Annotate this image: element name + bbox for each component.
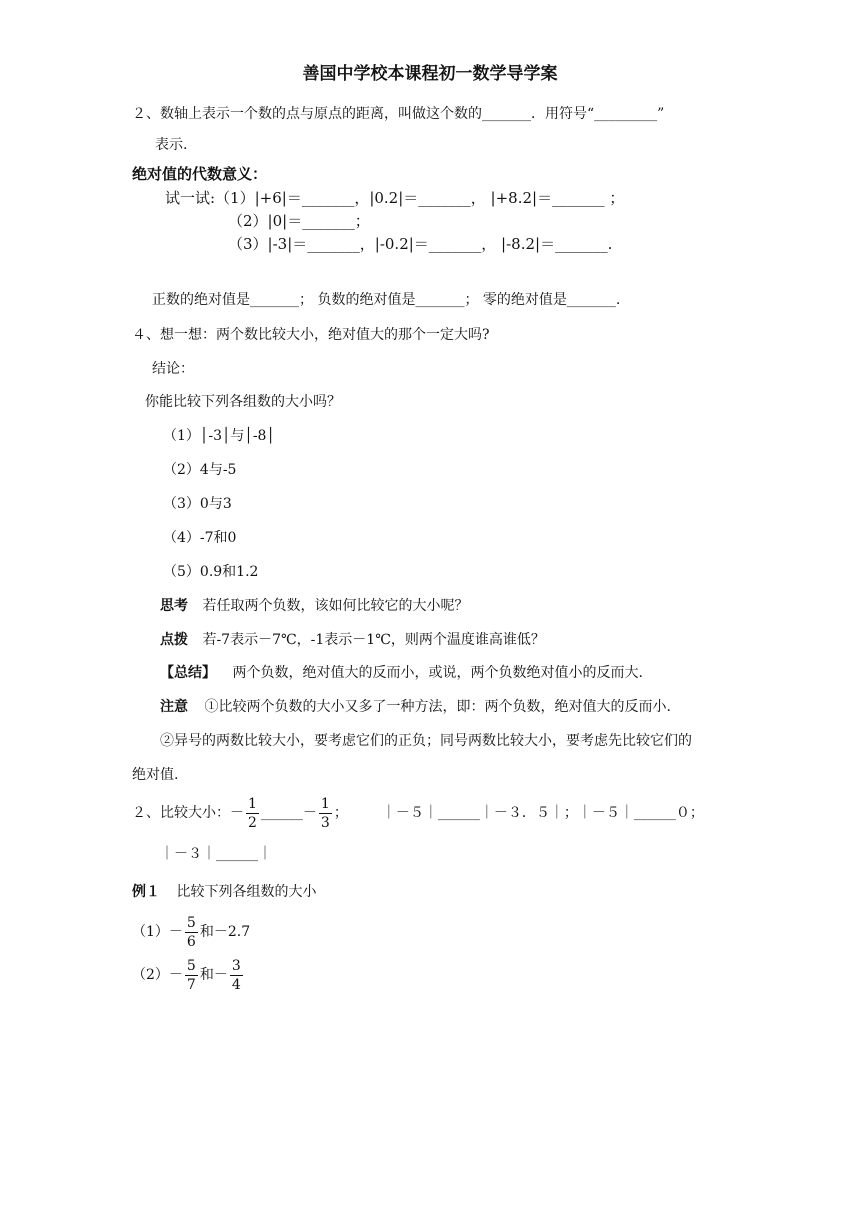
fraction-denominator: 4	[231, 976, 241, 993]
conclusion-label: 结论：	[152, 361, 194, 377]
fraction-denominator: 3	[320, 814, 330, 831]
example-item-prefix: （1）－	[132, 924, 183, 940]
example-text: 比较下列各组数的大小	[176, 884, 317, 900]
example-item-2	[132, 955, 245, 995]
dianbo-line	[160, 630, 545, 650]
list-item: （5）0.9和1.2	[163, 564, 259, 580]
list-item: （3）0与3	[163, 496, 232, 512]
list-item: （2）4与-5	[163, 462, 237, 478]
definition-line-1: ２、数轴上表示一个数的点与原点的距离，叫做这个数的_______．用符号“_________”	[132, 106, 665, 122]
example-item-1	[132, 912, 250, 952]
compare-rest: ｜－５｜______｜－３．５｜；｜－５｜______０；	[381, 805, 704, 821]
example-line	[132, 882, 316, 902]
page-title: 善国中学校本课程初一数学导学案	[302, 64, 558, 84]
fraction-denominator: 7	[186, 976, 196, 993]
note-label: 注意	[160, 699, 188, 715]
try-line-1: 试一试:（1）|+6|＝_______，|0.2|＝_______， |+8.2|＝_______ ；	[165, 189, 625, 207]
fraction-numerator: 3	[231, 957, 241, 974]
think-question: ４、想一想：两个数比较大小，绝对值大的那个一定大吗?	[132, 327, 490, 343]
fraction-one-third	[319, 795, 332, 832]
example-item-suffix: 和－2.7	[199, 924, 251, 940]
fraction-numerator: 1	[320, 795, 330, 812]
sikao-line	[160, 596, 468, 616]
summary-label: 【总结】	[160, 665, 216, 681]
compare-semicolon: ；	[333, 805, 348, 821]
algebra-heading: 绝对值的代数意义：	[132, 165, 268, 183]
abs-rule-line: 正数的绝对值是_______； 负数的绝对值是_______； 零的绝对值是_______.	[152, 292, 621, 308]
compare-question: 你能比较下列各组数的大小吗？	[145, 394, 341, 410]
compare-prefix: ２、比较大小：－	[132, 805, 244, 821]
example-item-prefix: （2）－	[132, 967, 183, 983]
fraction-numerator: 5	[186, 914, 196, 931]
fraction-numerator: 1	[248, 795, 257, 812]
sikao-label: 思考	[160, 598, 188, 614]
note2-line-2: 绝对值.	[132, 767, 179, 783]
summary-text: 两个负数，绝对值大的反而小，或说，两个负数绝对值小的反而大.	[232, 665, 643, 681]
list-item: （1）│-3│与│-8│	[163, 428, 275, 444]
list-item: （4）-7和0	[163, 530, 237, 546]
sikao-text: 若任取两个负数，该如何比较它的大小呢？	[202, 598, 469, 614]
try-line-2: （2）|0|＝_______；	[228, 212, 370, 230]
summary-line	[160, 663, 643, 683]
fraction-one-half	[246, 795, 259, 832]
try-line-3: （3）|-3|＝_______，|-0.2|＝_______， |-8.2|＝_______.	[228, 235, 613, 253]
example-label: 例１	[132, 884, 160, 900]
fraction-numerator: 5	[186, 957, 196, 974]
note2-line-1: ②异号的两数比较大小，要考虑它们的正负；同号两数比较大小，要考虑先比较它们的	[160, 733, 692, 749]
note-line	[160, 697, 671, 717]
definition-line-2: 表示.	[155, 137, 188, 153]
dianbo-label: 点拨	[160, 632, 188, 648]
compare-line-2: ｜－３｜______｜	[160, 846, 272, 862]
example-item-mid: 和－	[199, 967, 228, 983]
fraction-denominator: 2	[248, 814, 257, 831]
compare-mid: ______－	[260, 805, 317, 821]
fraction-three-quarters	[230, 957, 243, 994]
fraction-five-sixths	[185, 914, 198, 951]
dianbo-text: 若-7表示－7℃，-1表示－1℃，则两个温度谁高谁低？	[202, 632, 545, 648]
compare-line	[132, 790, 704, 836]
note-text: ①比较两个负数的大小又多了一种方法，即：两个负数，绝对值大的反而小.	[204, 699, 671, 715]
fraction-denominator: 6	[186, 933, 196, 950]
fraction-five-sevenths	[185, 957, 198, 994]
